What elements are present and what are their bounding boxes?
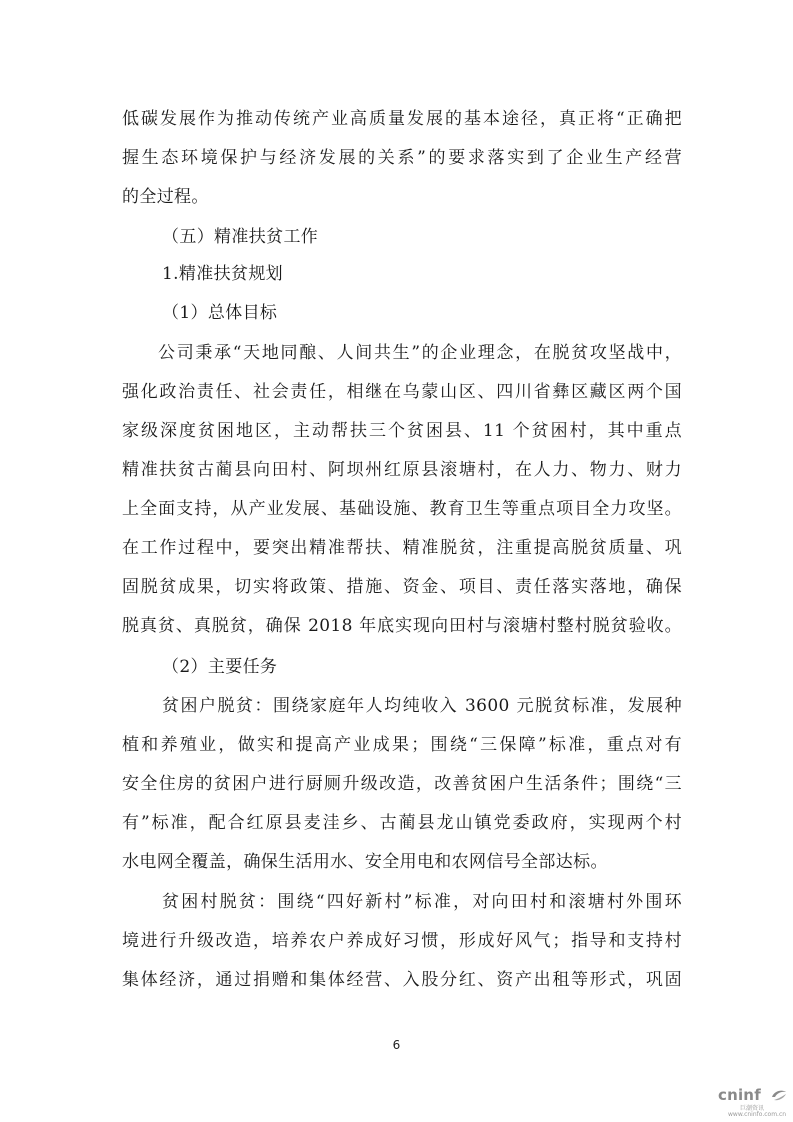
page-number: 6 xyxy=(392,1038,401,1052)
body-text-line: 水电网全覆盖，确保生活用水、安全用电和农网信号全部达标。 xyxy=(122,852,608,872)
body-text-line: 脱真贫、真脱贫，确保 2018 年底实现向田村与滚塘村整村脱贫验收。 xyxy=(122,616,682,636)
body-text-line: 在工作过程中，要突出精准帮扶、精准脱贫，注重提高脱贫质量、巩 xyxy=(122,538,682,558)
body-text-line: 精准扶贫古蔺县向田村、阿坝州红原县滚塘村，在人力、物力、财力 xyxy=(122,460,682,480)
body-text-line: 境进行升级改造，培养农户养成好习惯，形成好风气；指导和支持村 xyxy=(122,931,682,951)
body-text-line: 家级深度贫困地区，主动帮扶三个贫困县、11 个贫困村，其中重点 xyxy=(122,421,682,441)
body-text-line: 公司秉承“天地同酿、人间共生”的企业理念，在脱贫攻坚战中， xyxy=(158,343,682,363)
subsection-heading: （2）主要任务 xyxy=(162,657,278,677)
logo-chinese-text: 巨潮资讯 xyxy=(740,1105,765,1112)
body-text-line: 贫困户脱贫：围绕家庭年人均纯收入 3600 元脱贫标准，发展种 xyxy=(162,696,682,716)
body-text-line: 的全过程。 xyxy=(122,187,209,207)
logo-url: www.cninfo.com.cn xyxy=(728,1111,787,1118)
section-heading: （五）精准扶贫工作 xyxy=(162,227,319,247)
body-text-line: 上全面支持，从产业发展、基础设施、教育卫生等重点项目全力攻坚。 xyxy=(122,499,682,519)
subsection-heading: （1）总体目标 xyxy=(162,303,278,323)
cninfo-swirl-icon xyxy=(770,1088,788,1102)
body-text-line: 握生态环境保护与经济发展的关系”的要求落实到了企业生产经营 xyxy=(122,148,682,168)
subsection-heading: 1.精准扶贫规划 xyxy=(162,264,284,284)
logo-wordmark: cninf xyxy=(718,1086,761,1104)
cninfo-logo xyxy=(718,1086,790,1116)
body-text-line: 贫困村脱贫：围绕“四好新村”标准，对向田村和滚塘村外围环 xyxy=(162,892,682,912)
body-text-line: 有”标准，配合红原县麦洼乡、古蔺县龙山镇党委政府，实现两个村 xyxy=(122,813,682,833)
body-text-line: 固脱贫成果，切实将政策、措施、资金、项目、责任落实落地，确保 xyxy=(122,577,682,597)
body-text-line: 植和养殖业，做实和提高产业成果；围绕“三保障”标准，重点对有 xyxy=(122,735,682,755)
body-text-line: 强化政治责任、社会责任，相继在乌蒙山区、四川省彝区藏区两个国 xyxy=(122,382,682,402)
body-text-line: 安全住房的贫困户进行厨厕升级改造，改善贫困户生活条件；围绕“三 xyxy=(122,774,682,794)
body-text-line: 低碳发展作为推动传统产业高质量发展的基本途径，真正将“正确把 xyxy=(122,109,682,129)
body-text-line: 集体经济，通过捐赠和集体经营、入股分红、资产出租等形式，巩固 xyxy=(122,970,682,990)
